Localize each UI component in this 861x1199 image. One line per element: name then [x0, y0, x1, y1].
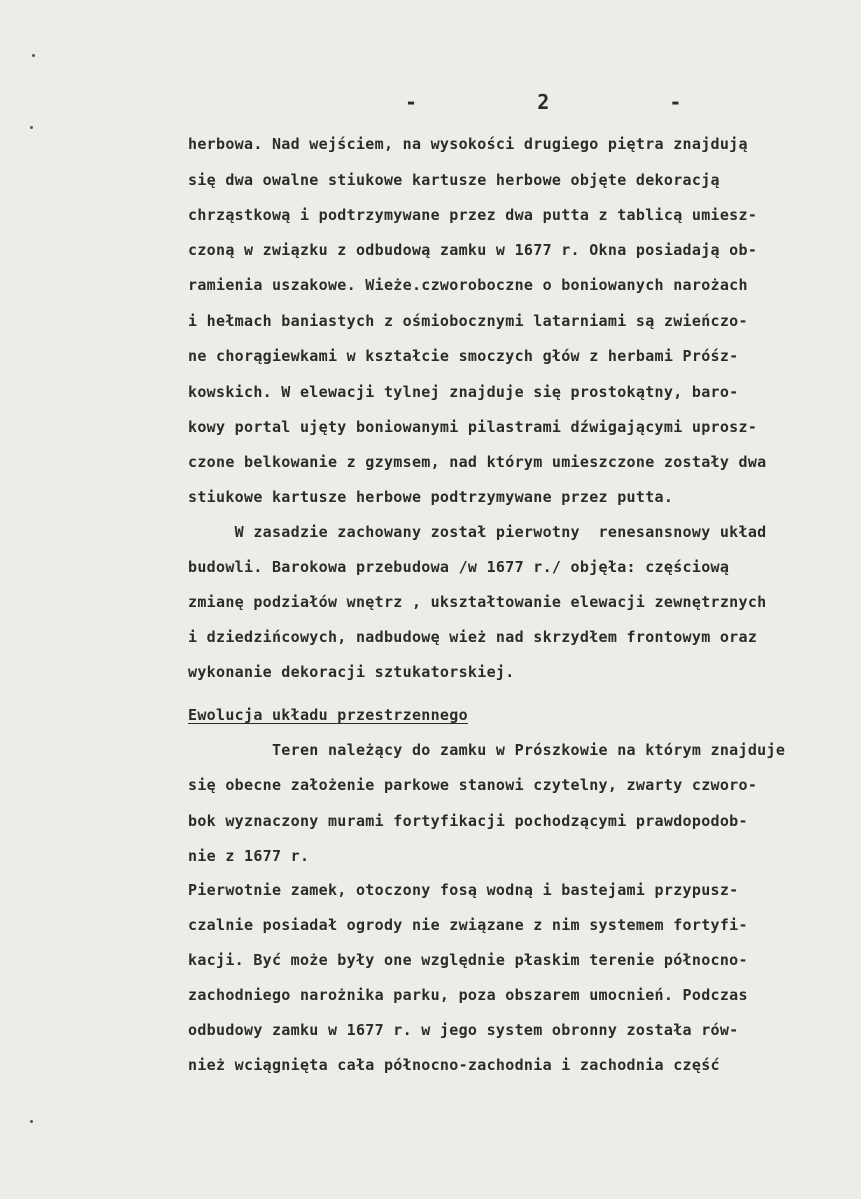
text-line: kacji. Być może były one względnie płaskim terenie północno- [188, 951, 748, 969]
text-line: ne chorągiewkami w kształcie smoczych głów z herbami Próśz- [188, 347, 739, 365]
punch-hole-mark [30, 126, 33, 129]
text-line: herbowa. Nad wejściem, na wysokości drugiego piętra znajdują [188, 135, 748, 153]
text-line: bok wyznaczony murami fortyfikacji pochodzącymi prawdopodob- [188, 812, 748, 830]
text-line: czalnie posiadał ogrody nie związane z nim systemem fortyfi- [188, 916, 748, 934]
text-line: stiukowe kartusze herbowe podtrzymywane przez putta. [188, 488, 674, 506]
text-line: wykonanie dekoracji sztukatorskiej. [188, 663, 515, 681]
text-line: odbudowy zamku w 1677 r. w jego system obronny została rów- [188, 1021, 739, 1039]
text-line: czone belkowanie z gzymsem, nad którym umieszczone zostały dwa [188, 453, 767, 471]
text-line: czoną w związku z odbudową zamku w 1677 r. Okna posiadają ob- [188, 241, 758, 259]
text-line: i hełmach baniastych z ośmiobocznymi latarniami są zwieńczo- [188, 312, 748, 330]
text-line: Teren należący do zamku w Prószkowie na którym znajduje [188, 741, 786, 759]
text-line: kowy portal ujęty boniowanymi pilastrami dźwigającymi uprosz- [188, 418, 758, 436]
text-line: chrząstkową i podtrzymywane przez dwa putta z tablicą umiesz- [188, 206, 758, 224]
text-line: budowli. Barokowa przebudowa /w 1677 r./ objęła: częściową [188, 558, 730, 576]
text-line: zmianę podziałów wnętrz , ukształtowanie elewacji zewnętrznych [188, 593, 767, 611]
text-line: zachodniego narożnika parku, poza obszarem umocnień. Podczas [188, 986, 748, 1004]
punch-hole-mark [30, 1120, 33, 1123]
text-line: kowskich. W elewacji tylnej znajduje się prostokątny, baro- [188, 383, 739, 401]
text-line: się dwa owalne stiukowe kartusze herbowe objęte dekoracją [188, 171, 720, 189]
text-line: W zasadzie zachowany został pierwotny renesansnowy układ [188, 523, 767, 541]
page-number: - 2 - [405, 90, 682, 114]
text-line: i dziedzińcowych, nadbudowę wież nad skrzydłem frontowym oraz [188, 628, 758, 646]
text-line: nie z 1677 r. [188, 847, 310, 865]
section-heading: Ewolucja układu przestrzennego [188, 706, 468, 724]
text-line: Pierwotnie zamek, otoczony fosą wodną i bastejami przypusz- [188, 881, 739, 899]
text-line: się obecne założenie parkowe stanowi czytelny, zwarty czworo- [188, 776, 758, 794]
text-line: nież wciągnięta cała północno-zachodnia i zachodnia część [188, 1056, 720, 1074]
punch-hole-mark [32, 54, 35, 57]
text-line: ramienia uszakowe. Wieże.czworoboczne o boniowanych narożach [188, 276, 748, 294]
